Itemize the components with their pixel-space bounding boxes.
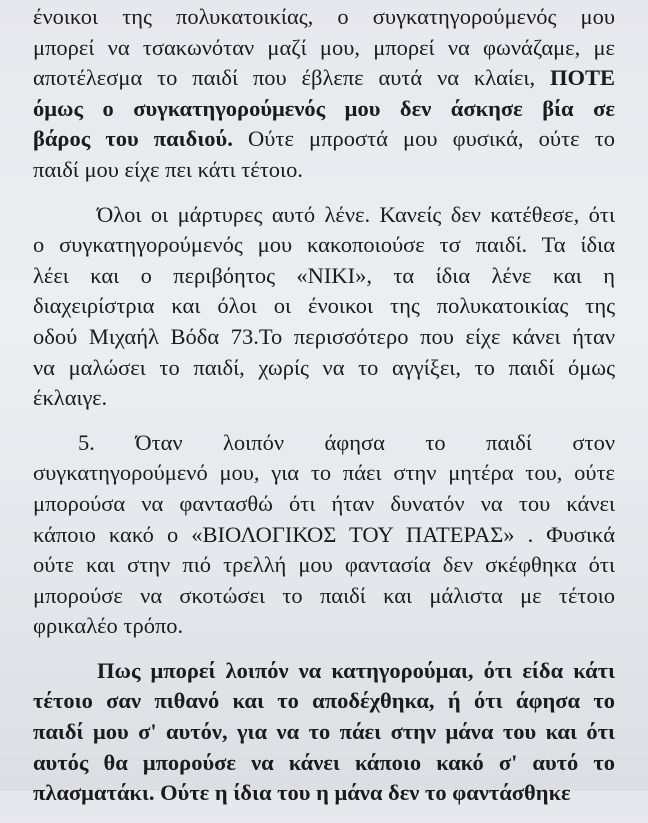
text-run: μπορεί να τσακωνόταν μαζί μου, μπορεί να φωνάζαμε, με bbox=[33, 34, 615, 60]
text-run: συγκατηγορούμενό μου, για το πάει στην μητέρα του, ούτε bbox=[33, 460, 615, 486]
text-run: ένοικοι της πολυκατοικίας, ο συγκατηγορούμενός μου bbox=[33, 4, 615, 29]
paragraph-1 bbox=[33, 2, 615, 186]
text-run: Πως μπορεί λοιπόν να κατηγορούμαι, ότι είδα κάτι bbox=[97, 657, 615, 683]
text-line bbox=[33, 155, 615, 186]
text-run: μπορούσε να σκοτώσει το παιδί και μάλιστα με τέτοιο bbox=[33, 582, 615, 608]
text-line bbox=[33, 656, 615, 687]
text-line bbox=[33, 2, 615, 33]
bold-text-run: ΠΟΤΕ bbox=[549, 65, 615, 91]
text-run: Όλοι οι μάρτυρες αυτό λένε. Κανείς δεν κατέθεσε, ότι bbox=[97, 201, 615, 227]
text-line bbox=[33, 353, 615, 384]
text-run: αυτός θα μπορούσε να κάνει κάποιο κακό σ' αυτό το bbox=[33, 749, 615, 775]
text-line bbox=[33, 383, 615, 414]
text-run: παιδί μου είχε πει κάτι τέτοιο. bbox=[33, 156, 303, 182]
text-line bbox=[33, 748, 615, 779]
text-run: αποτέλεσμα το παιδί που έβλεπε αυτά να κλαίει, bbox=[33, 65, 550, 91]
text-line bbox=[33, 520, 615, 551]
text-line bbox=[33, 261, 615, 292]
text-line bbox=[33, 458, 615, 489]
text-line bbox=[33, 63, 615, 94]
paragraph-3 bbox=[33, 428, 615, 642]
text-run: πλασματάκι. Ούτε η ίδια του η μάνα δεν το φαντάσθηκε bbox=[33, 780, 571, 806]
text-line bbox=[33, 686, 615, 717]
text-run: Ούτε μπροστά μου φυσικά, ούτε το bbox=[232, 126, 615, 152]
text-run: παιδί μου σ' αυτόν, για να το πάει στην μάνα του και ότι bbox=[33, 719, 615, 745]
text-line bbox=[33, 200, 615, 231]
text-line bbox=[33, 322, 615, 353]
text-run: ο συγκατηγορούμενός μου κακοποιούσε τσ παιδί. Τα ίδια bbox=[33, 232, 615, 258]
text-run: έκλαιγε. bbox=[33, 385, 108, 411]
text-run: μπορούσα να φαντασθώ ότι ήταν δυνατόν να του κάνει bbox=[33, 490, 615, 516]
text-run: 5. Όταν λοιπόν άφησα το παιδί στον bbox=[78, 429, 615, 455]
text-run: λέει και ο περιβόητος «NIKI», τα ίδια λένε και η bbox=[33, 262, 615, 288]
text-line bbox=[33, 581, 615, 612]
text-run: τέτοιο σαν πιθανό και το αποδέχθηκα, ή ότι άφησα το bbox=[33, 688, 615, 714]
text-line bbox=[33, 611, 615, 642]
bold-text-run: βάρος του παιδιού. bbox=[33, 126, 233, 152]
text-line bbox=[33, 550, 615, 581]
text-line bbox=[33, 33, 615, 64]
text-line bbox=[33, 94, 615, 125]
text-line bbox=[33, 230, 615, 261]
bold-text-run: όμως ο συγκατηγορούμενός μου δεν άσκησε βία σε bbox=[33, 95, 615, 121]
text-line bbox=[33, 291, 615, 322]
text-line bbox=[33, 778, 615, 809]
text-line bbox=[33, 489, 615, 520]
paragraph-4 bbox=[33, 656, 615, 809]
paragraph-2 bbox=[33, 200, 615, 414]
text-line bbox=[33, 717, 615, 748]
text-run: να μαλώσει το παιδί, χωρίς να το αγγίξει, το παιδί όμως bbox=[33, 354, 615, 380]
text-run: φρικαλέο τρόπο. bbox=[33, 613, 184, 639]
text-run: διαχειρίστρια και όλοι οι ένοικοι της πολυκατοικίας της bbox=[33, 293, 615, 319]
text-line bbox=[33, 428, 615, 459]
text-run: κάποιο κακό ο «ΒΙΟΛΟΓΙΚΟΣ ΤΟΥ ΠΑΤΕΡΑΣ» . Φυσικά bbox=[33, 521, 615, 547]
text-run: οδού Μιχαήλ Βόδα 73.Το περισσότερο που είχε κάνει ήταν bbox=[33, 323, 615, 349]
text-line bbox=[33, 124, 615, 155]
document-page bbox=[33, 2, 615, 823]
text-run: ούτε και στην πιό τρελλή μου φαντασία δεν σκέφθηκα ότι bbox=[33, 552, 615, 578]
